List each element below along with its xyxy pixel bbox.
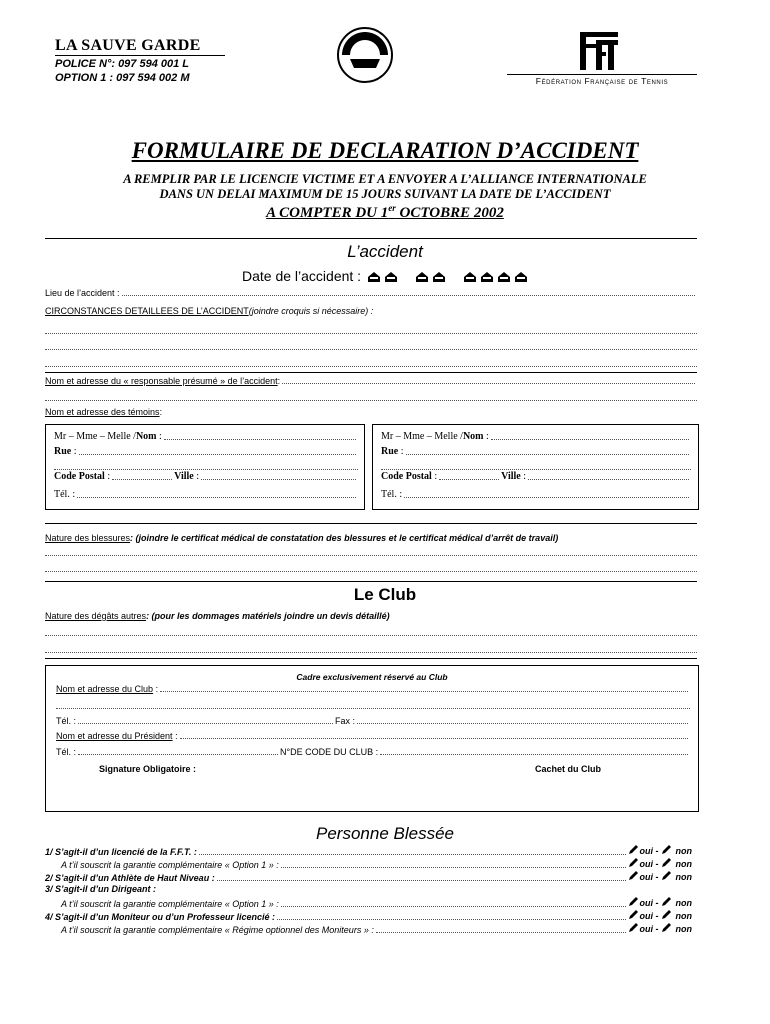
witness1-cp-input[interactable]: [112, 479, 172, 480]
responsable-label: Nom et adresse du « responsable présumé » de l’accident: [45, 376, 278, 386]
degats-note: : (pour les dommages matériels joindre un devis détaillé): [146, 611, 390, 621]
digit-box-icon: [415, 270, 429, 282]
club-president-tel-input[interactable]: [78, 754, 278, 755]
question-dots: [277, 919, 625, 920]
witness2-tel-row[interactable]: Tél. :: [381, 489, 691, 500]
club-fax-input[interactable]: [357, 723, 688, 724]
signature-label: Signature Obligatoire :: [99, 764, 197, 774]
degats-label: Nature des dégâts autres: [45, 611, 147, 621]
non-label[interactable]: non: [675, 872, 692, 882]
question-row-q1[interactable]: [45, 845, 692, 857]
witness2-ville-input[interactable]: [528, 479, 689, 480]
degats-line-1[interactable]: [45, 635, 697, 636]
club-adresse-line-2[interactable]: [56, 708, 690, 709]
club-box-title: Cadre exclusivement réservé au Club: [296, 672, 448, 682]
oui-non-choice[interactable]: [628, 858, 693, 870]
non-label[interactable]: non: [675, 924, 692, 934]
club-president-row[interactable]: Nom et adresse du Président :: [56, 731, 690, 741]
section-heading-accident: L’accident: [347, 242, 423, 261]
section-heading-club: Le Club: [353, 585, 417, 604]
question-label: A t’il souscrit la garantie complémentaire « Option 1 » :: [61, 860, 279, 870]
witness-box-1: [45, 424, 365, 510]
oui-non-choice[interactable]: [628, 923, 693, 935]
pen-icon: [628, 910, 638, 922]
oui-label[interactable]: oui -: [639, 911, 659, 921]
pen-icon: [661, 910, 671, 922]
club-president-input[interactable]: [180, 738, 688, 739]
club-adresse-row[interactable]: Nom et adresse du Club :: [56, 684, 690, 694]
digit-box-icon: [384, 270, 398, 282]
oui-label[interactable]: oui -: [639, 924, 659, 934]
witness2-rue-row[interactable]: Rue :: [381, 446, 691, 457]
question-row-q3a[interactable]: [61, 897, 692, 909]
digit-box-icon: [497, 270, 511, 282]
pen-icon: [661, 871, 671, 883]
lieu-input-line[interactable]: [122, 295, 695, 296]
witness1-tel-input[interactable]: [77, 497, 356, 498]
circonstances-note: (joindre croquis si nécessaire) :: [248, 306, 374, 316]
pen-icon: [661, 845, 671, 857]
blessures-field: [45, 533, 558, 543]
pen-icon: [628, 871, 638, 883]
question-row-q4a[interactable]: [61, 923, 692, 935]
witness1-rue-input[interactable]: [79, 454, 356, 455]
question-label: A t’il souscrit la garantie complémentaire « Option 1 » :: [61, 899, 279, 909]
date-day[interactable]: [367, 270, 401, 282]
question-label: 4/ S’agit-il d’un Moniteur ou d’un Professeur licencié :: [45, 912, 276, 922]
question-row-q4[interactable]: [45, 910, 692, 922]
witness2-rue-input[interactable]: [406, 454, 689, 455]
digit-box-icon: [514, 270, 528, 282]
question-row-q1a[interactable]: [61, 858, 692, 870]
oui-non-choice[interactable]: [628, 871, 693, 883]
witness2-tel-input[interactable]: [404, 497, 689, 498]
lieu-field[interactable]: [45, 288, 697, 298]
oui-non-choice[interactable]: [628, 897, 693, 909]
witness2-rue-line-2[interactable]: [381, 469, 691, 470]
fft-rule: [507, 74, 697, 75]
fft-name: Fédération Française de Tennis: [535, 76, 669, 86]
section-rule-accident: [45, 238, 697, 239]
club-reserved-box: [45, 665, 699, 812]
non-label[interactable]: non: [675, 846, 692, 856]
svg-text:aic: aic: [356, 47, 374, 62]
responsable-line-2[interactable]: [45, 400, 697, 401]
question-dots: [281, 867, 626, 868]
witness2-nom-input[interactable]: [491, 439, 689, 440]
witness1-nom-input[interactable]: [164, 439, 356, 440]
accident-date-label: Date de l’accident :: [242, 268, 362, 284]
pen-icon: [661, 923, 671, 935]
digit-box-icon: [480, 270, 494, 282]
question-label: A t’il souscrit la garantie complémentaire « Régime optionnel des Moniteurs » :: [61, 925, 374, 935]
oui-non-choice[interactable]: [628, 845, 693, 857]
responsable-input-line[interactable]: [282, 383, 695, 384]
temoins-label: Nom et adresse des témoins: [45, 407, 160, 417]
blessures-label: Nature des blessures: [45, 533, 131, 543]
subtitle-line2: DANS UN DELAI MAXIMUM DE 15 JOURS SUIVANT LA DATE DE L’ACCIDENT: [159, 187, 611, 201]
question-dots: [376, 932, 626, 933]
non-label[interactable]: non: [675, 911, 692, 921]
oui-label[interactable]: oui -: [639, 872, 659, 882]
pen-icon: [628, 923, 638, 935]
circonstances-line-2[interactable]: [45, 349, 697, 350]
non-label[interactable]: non: [675, 898, 692, 908]
pen-icon: [661, 858, 671, 870]
date-year[interactable]: [463, 270, 531, 282]
rule-club: [45, 581, 697, 582]
question-dots: [217, 880, 626, 881]
club-tel-fax-row[interactable]: Tél. : Fax :: [56, 716, 690, 726]
pen-icon: [628, 858, 638, 870]
rule-club-box: [45, 658, 697, 659]
cachet-label: Cachet du Club: [535, 764, 602, 774]
blessures-line-2[interactable]: [45, 571, 697, 572]
degats-field: [45, 611, 390, 621]
witness1-ville-input[interactable]: [201, 479, 356, 480]
circonstances-field: [45, 306, 697, 316]
rule-blessures: [45, 523, 697, 524]
digit-box-icon: [463, 270, 477, 282]
rule-responsable: [45, 372, 697, 373]
date-month[interactable]: [415, 270, 449, 282]
digit-box-icon: [367, 270, 381, 282]
lieu-label: Lieu de l’accident :: [45, 288, 120, 298]
question-label: 1/ S’agit-il d’un licencié de la F.F.T. :: [45, 847, 197, 857]
insurer-underline: [55, 55, 225, 56]
question-label: 3/ S’agit-il d’un Dirigeant :: [45, 884, 157, 894]
insurer-name: LA SAUVE GARDE: [55, 37, 201, 54]
temoins-field: Nom et adresse des témoins :: [45, 407, 163, 417]
oui-label[interactable]: oui -: [639, 859, 659, 869]
oui-non-choice[interactable]: [628, 910, 693, 922]
witness2-cp-row[interactable]: Code Postal : Ville :: [381, 471, 691, 482]
witness1-rue-row[interactable]: Rue :: [54, 446, 358, 457]
circonstances-line-1[interactable]: [45, 333, 697, 334]
pen-icon: [628, 897, 638, 909]
degats-line-2[interactable]: [45, 652, 697, 653]
witness1-cp-row[interactable]: Code Postal : Ville :: [54, 471, 358, 482]
question-dots: [199, 854, 626, 855]
pen-icon: [628, 845, 638, 857]
pen-icon: [661, 897, 671, 909]
question-row-q2[interactable]: [45, 871, 692, 883]
blessures-line-1[interactable]: [45, 555, 697, 556]
witness1-nom-row[interactable]: Mr – Mme – Melle / Nom :: [54, 431, 358, 442]
club-tel-input[interactable]: [78, 723, 333, 724]
circonstances-label: CIRCONSTANCES DETAILLEES DE L’ACCIDENT: [45, 306, 249, 316]
option-number: OPTION 1 : 097 594 002 M: [55, 72, 190, 84]
section-heading-personne: Personne Blessée: [316, 824, 454, 843]
question-dots: [281, 906, 626, 907]
witness2-cp-input[interactable]: [439, 479, 499, 480]
subtitle-line3: A COMPTER DU 1er OCTOBRE 2002: [266, 203, 504, 221]
oui-label[interactable]: oui -: [639, 898, 659, 908]
question-label: 2/ S’agit-il d’un Athlète de Haut Niveau :: [45, 873, 215, 883]
cachet-area[interactable]: [486, 778, 666, 806]
club-adresse-input[interactable]: [160, 691, 688, 692]
oui-label[interactable]: oui -: [639, 846, 659, 856]
question-row-q3: [45, 884, 445, 894]
witness2-nom-row[interactable]: Mr – Mme – Melle / Nom :: [381, 431, 691, 442]
witness-box-2: [372, 424, 699, 510]
accident-date-row: [242, 268, 531, 284]
form-title: FORMULAIRE DE DECLARATION D’ACCIDENT: [131, 138, 639, 163]
aic-logo: [336, 26, 394, 84]
non-label[interactable]: non: [675, 859, 692, 869]
blessures-note: : (joindre le certificat médical de constatation des blessures et le certificat médical d’arrêt de travail): [130, 533, 559, 543]
witness1-rue-line-2[interactable]: [54, 469, 358, 470]
digit-box-icon: [432, 270, 446, 282]
club-code-input[interactable]: [380, 754, 688, 755]
witness1-tel-row[interactable]: Tél. :: [54, 489, 358, 500]
club-tel-code-row[interactable]: Tél. : N°DE CODE DU CLUB :: [56, 747, 690, 757]
subtitle-line1: A REMPLIR PAR LE LICENCIE VICTIME ET A ENVOYER A L’ALLIANCE INTERNATIONALE: [123, 172, 647, 186]
responsable-field[interactable]: Nom et adresse du « responsable présumé » de l’accident :: [45, 376, 697, 386]
fft-logo: [578, 30, 622, 72]
signature-area[interactable]: [66, 778, 316, 806]
circonstances-line-3[interactable]: [45, 366, 697, 367]
police-number: POLICE N°: 097 594 001 L: [55, 58, 190, 70]
